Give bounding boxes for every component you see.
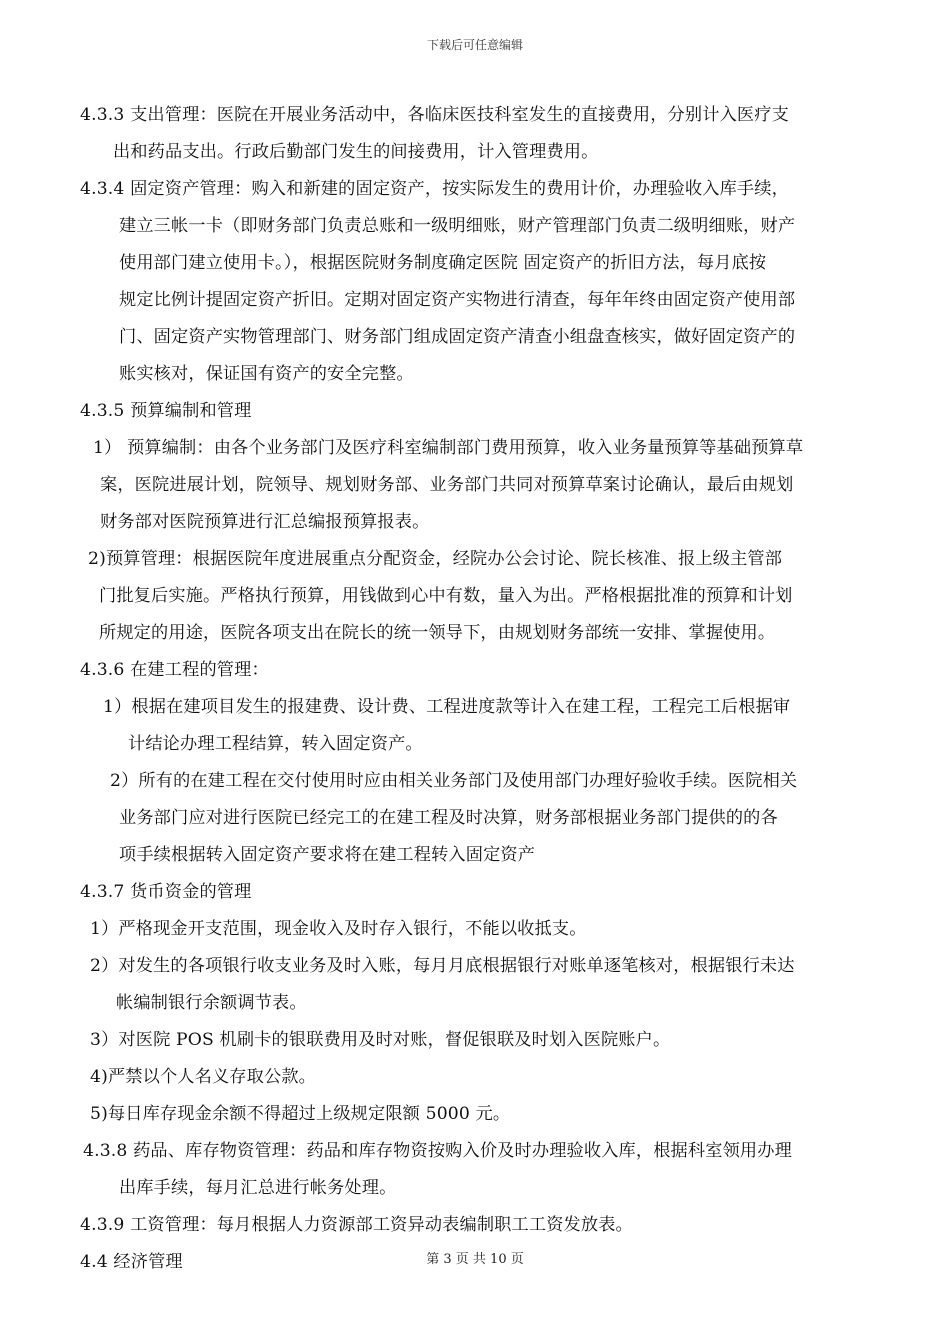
paragraph-line: 门、固定资产实物管理部门、财务部门组成固定资产清查小组盘查核实，做好固定资产的 (119, 327, 796, 347)
paragraph-line: 规定比例计提固定资产折旧。定期对固定资产实物进行清查，每年年终由固定资产使用部 (119, 290, 796, 310)
paragraph-line: 所规定的用途，医院各项支出在院长的统一领导下，由规划财务部统一安排、掌握使用。 (99, 623, 776, 643)
paragraph-line: 出库手续，每月汇总进行帐务处理。 (119, 1178, 397, 1198)
paragraph-line: 计结论办理工程结算，转入固定资产。 (128, 734, 423, 754)
page-header: 下载后可任意编辑 (426, 38, 523, 52)
paragraph-line: 3）对医院 POS 机刷卡的银联费用及时对账，督促银联及时划入医院账户。 (90, 1030, 671, 1050)
paragraph-line: 1） 预算编制：由各个业务部门及医疗科室编制部门费用预算，收入业务量预算等基础预算草 (93, 438, 804, 458)
paragraph-line: 建立三帐一卡（即财务部门负责总账和一级明细账，财产管理部门负责二级明细账，财产 (119, 216, 796, 236)
paragraph-line: 使用部门建立使用卡。），根据医院财务制度确定医院 固定资产的折旧方法，每月底按 (119, 253, 767, 273)
paragraph-line: 2）所有的在建工程在交付使用时应由相关业务部门及使用部门办理好验收手续。医院相关 (110, 771, 798, 791)
paragraph-line: 4.3.4 固定资产管理：购入和新建的固定资产，按实际发生的费用计价，办理验收入库手续， (80, 179, 789, 199)
paragraph-line: 门批复后实施。严格执行预算，用钱做到心中有数，量入为出。严格根据批准的预算和计划 (99, 586, 793, 606)
paragraph-line: 4.3.8 药品、库存物资管理：药品和库存物资按购入价及时办理验收入库，根据科室领用办理 (83, 1141, 792, 1161)
paragraph-line: 5)每日库存现金余额不得超过上级规定限额 5000 元。 (90, 1104, 511, 1124)
paragraph-line: 2)预算管理：根据医院年度进展重点分配资金，经院办公会讨论、院长核准、报上级主管部 (88, 549, 783, 569)
paragraph-line: 4)严禁以个人名义存取公款。 (90, 1067, 316, 1087)
paragraph-line: 财务部对医院预算进行汇总编报预算报表。 (100, 512, 430, 532)
paragraph-line: 4.3.9 工资管理：每月根据人力资源部工资异动表编制职工工资发放表。 (80, 1215, 633, 1235)
page-footer: 第 3 页 共 10 页 (426, 1252, 524, 1267)
paragraph-line: 项手续根据转入固定资产要求将在建工程转入固定资产 (119, 845, 536, 865)
paragraph-line: 1）严格现金开支范围，现金收入及时存入银行，不能以收抵支。 (90, 919, 587, 939)
paragraph-line: 案，医院进展计划，院领导、规划财务部、业务部门共同对预算草案讨论确认，最后由规划 (100, 475, 794, 495)
paragraph-line: 1）根据在建项目发生的报建费、设计费、工程进度款等计入在建工程，工程完工后根据审 (103, 697, 791, 717)
paragraph-line: 帐编制银行余额调节表。 (116, 993, 307, 1013)
section-heading: 4.3.7 货币资金的管理 (80, 882, 252, 902)
paragraph-line: 账实核对，保证国有资产的安全完整。 (119, 364, 414, 384)
paragraph-line: 2）对发生的各项银行收支业务及时入账，每月月底根据银行对账单逐笔核对，根据银行未达 (90, 956, 795, 976)
paragraph-line: 业务部门应对进行医院已经完工的在建工程及时决算，财务部根据业务部门提供的的各 (119, 808, 778, 828)
section-heading: 4.4 经济管理 (80, 1252, 183, 1272)
paragraph-line: 4.3.3 支出管理：医院在开展业务活动中，各临床医技科室发生的直接费用，分别计入医疗支 (80, 105, 789, 125)
section-heading: 4.3.6 在建工程的管理： (80, 660, 269, 680)
paragraph-line: 出和药品支出。行政后勤部门发生的间接费用，计入管理费用。 (113, 142, 599, 162)
section-heading: 4.3.5 预算编制和管理 (80, 401, 252, 421)
